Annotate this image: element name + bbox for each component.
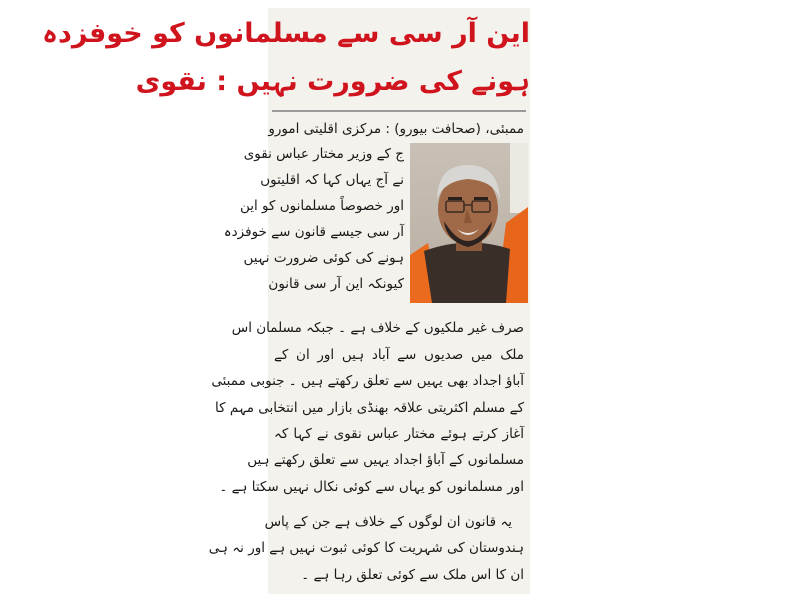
body-line: اور مسلمانوں کو یہاں سے کوئی نکال نہیں سکتا ہے ۔ [219,479,524,495]
body-line: یہ قانون ان لوگوں کے خلاف ہے جن کے پاس [264,514,512,530]
body-line: نے آج یہاں کہا کہ اقلیتوں [260,172,404,188]
body-line: آباؤ اجداد بھی یہیں سے تعلق رکھتے ہیں ۔ جنوبی ممبئی [211,373,524,389]
body-line: ج کے وزیر مختار عباس نقوی [243,146,404,162]
body-line: کے مسلم اکثریتی علاقہ بھنڈی بازار میں انتخابی مہم کا [215,400,524,416]
body-line: ملک میں صدیوں سے آباد ہیں اور ان کے [274,347,524,363]
body-line: ممبئی، (صحافت بیورو) : مرکزی اقلیتی امورو [268,121,524,137]
body-line: اور خصوصاً مسلمانوں کو این [239,198,404,214]
headline-divider [272,110,526,112]
body-line: ہندوستان کی شہریت کا کوئی ثبوت نہیں ہے اور نہ ہی [208,540,524,556]
body-line: صرف غیر ملکیوں کے خلاف ہے ۔ جبکہ مسلمان اس [231,320,524,336]
body-line: ہونے کی کوئی ضرورت نہیں [243,250,404,266]
news-column [42,8,530,594]
portrait-photo [410,143,528,303]
body-line: آغاز کرتے ہوئے مختار عباس نقوی نے کہا کہ [274,426,524,442]
body-line: مسلمانوں کے آباؤ اجداد یہیں سے تعلق رکھتے ہیں [247,452,524,468]
headline-line-1: این آر سی سے مسلمانوں کو خوفزدہ [42,18,530,49]
body-line: آر سی جیسے قانون سے خوفزدہ [223,224,404,240]
body-line: ان کا اس ملک سے کوئی تعلق رہا ہے ۔ [301,567,524,583]
body-line: کیونکہ این آر سی قانون [268,276,404,292]
headline-line-2: ہونے کی ضرورت نہیں : نقوی [135,66,530,97]
portrait-illustration [410,143,528,303]
